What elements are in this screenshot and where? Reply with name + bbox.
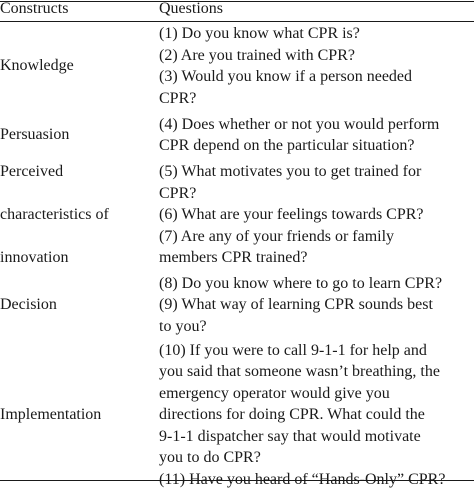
table-row <box>0 161 474 269</box>
table-bottom-rule <box>0 480 474 481</box>
table-row <box>0 341 474 489</box>
question-line: (4) Does whether or not you would perform <box>159 115 440 133</box>
construct-cell <box>0 140 159 291</box>
construct-cell: Implementation <box>0 406 102 424</box>
table-body <box>0 23 474 489</box>
question-line: directions for doing CPR. What could the <box>159 406 425 424</box>
question-line: 9-1-1 dispatcher say that would motivate <box>159 427 421 445</box>
question-line: (6) What are your feelings towards CPR? <box>159 206 424 224</box>
construct-cell: Persuasion <box>0 126 70 144</box>
column-header-constructs: Constructs <box>0 0 69 17</box>
question-line: CPR? <box>159 184 197 202</box>
question-line: CPR depend on the particular situation? <box>159 137 415 154</box>
column-header-questions: Questions <box>159 0 223 17</box>
table-header-rule <box>0 21 474 22</box>
construct-line: characteristics of <box>0 206 109 224</box>
questions-cell <box>159 23 474 109</box>
question-line: you said that someone wasn’t breathing, the <box>159 363 440 381</box>
construct-cell: Decision <box>0 296 57 314</box>
table-header <box>0 0 474 21</box>
question-line: members CPR trained? <box>159 249 308 267</box>
question-line: (5) What motivates you to get trained for <box>159 163 422 181</box>
questions-cell <box>159 340 474 490</box>
question-line: (3) Would you know if a person needed <box>159 68 413 85</box>
question-line: (2) Are you trained with CPR? <box>159 46 355 64</box>
question-line: you to do CPR? <box>159 449 261 467</box>
question-line: (1) Do you know what CPR is? <box>159 25 360 42</box>
question-line: (10) If you were to call 9-1-1 for help and <box>159 341 427 359</box>
construct-cell: Knowledge <box>0 57 74 75</box>
question-line: (11) Have you heard of “Hands-Only” CPR? <box>159 470 446 488</box>
questions-cell <box>159 273 474 338</box>
question-line: emergency operator would give you <box>159 384 390 402</box>
table-row <box>0 23 474 109</box>
construct-line: Perceived <box>0 163 64 181</box>
questions-cell <box>159 114 474 157</box>
questions-cell <box>159 161 474 269</box>
question-line: (9) What way of learning CPR sounds best <box>159 296 433 314</box>
construct-line: innovation <box>0 249 69 267</box>
question-line: (8) Do you know where to go to learn CPR? <box>159 274 443 292</box>
question-line: CPR? <box>159 89 197 107</box>
question-line: to you? <box>159 317 207 335</box>
question-line: (7) Are any of your friends or family <box>159 227 395 245</box>
